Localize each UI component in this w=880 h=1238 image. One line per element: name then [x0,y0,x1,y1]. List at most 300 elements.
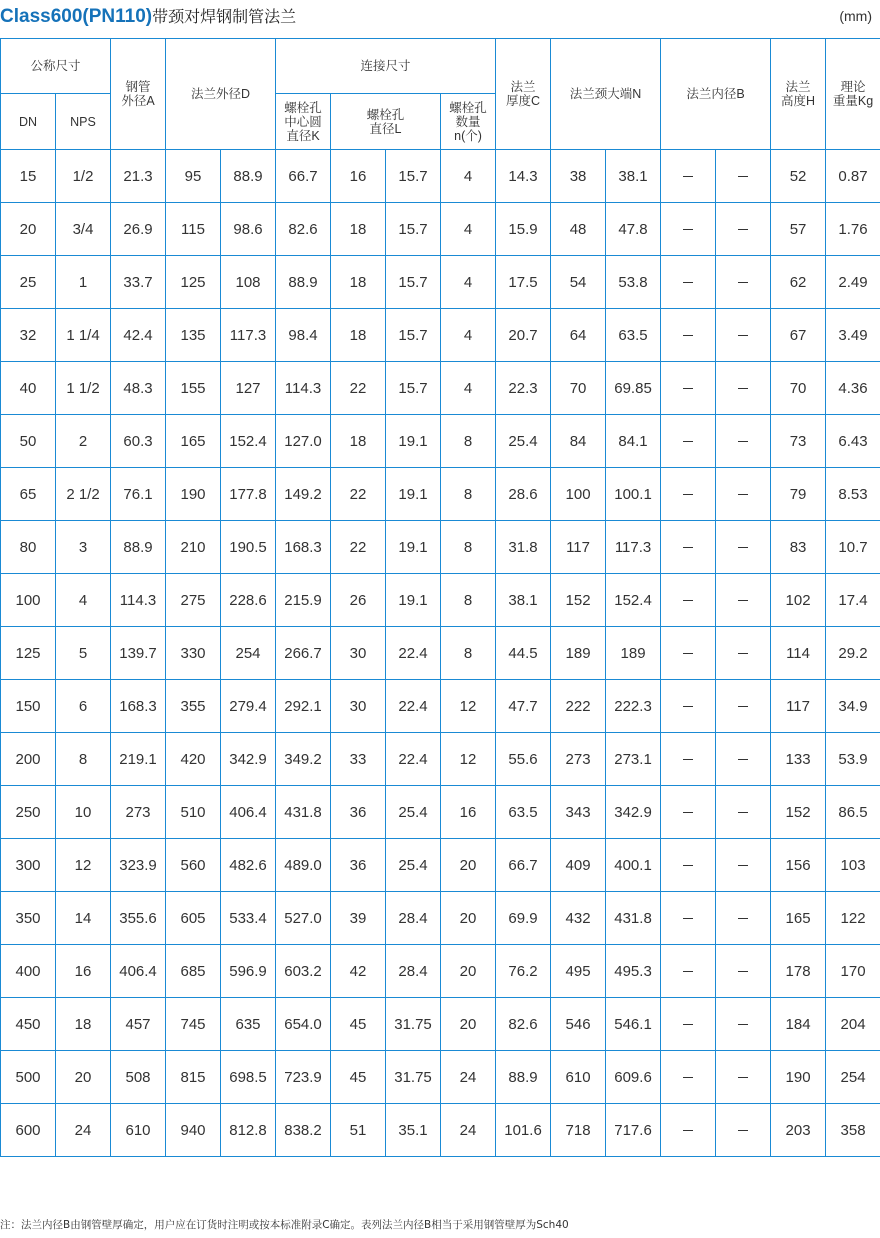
cell-bore-2 [716,1104,771,1157]
dash-mark [738,176,748,177]
cell-bore-2 [716,521,771,574]
cell-bolt-count: 20 [441,998,496,1051]
cell-flange-od-1: 510 [166,786,221,839]
cell-bolt-count: 24 [441,1104,496,1157]
cell-bolt-circle: 168.3 [276,521,331,574]
cell-weight: 10.7 [826,521,880,574]
cell-bolt-hole-2: 19.1 [386,521,441,574]
cell-weight: 122 [826,892,880,945]
dash-mark [683,388,693,389]
cell-bore-1 [661,203,716,256]
cell-bolt-hole-2: 28.4 [386,892,441,945]
cell-nps: 14 [56,892,111,945]
cell-dn: 200 [1,733,56,786]
cell-bore-2 [716,415,771,468]
title-name: 带颈对焊钢制管法兰 [152,7,297,26]
cell-bore-1 [661,680,716,733]
cell-bolt-hole-1: 39 [331,892,386,945]
cell-nps: 6 [56,680,111,733]
cell-bore-1 [661,1051,716,1104]
cell-hub-1: 343 [551,786,606,839]
cell-bolt-hole-1: 22 [331,362,386,415]
cell-nps: 1 [56,256,111,309]
table-row [1,892,880,945]
dash-mark [738,229,748,230]
cell-height: 57 [771,203,826,256]
cell-flange-od-1: 685 [166,945,221,998]
cell-bore-2 [716,574,771,627]
cell-bolt-count: 16 [441,786,496,839]
cell-pipe-od: 26.9 [111,203,166,256]
cell-bolt-circle: 149.2 [276,468,331,521]
cell-nps: 5 [56,627,111,680]
header-bolt-hole: 螺栓孔 直径L [331,94,441,150]
cell-bolt-hole-1: 26 [331,574,386,627]
cell-bolt-count: 20 [441,839,496,892]
header-thickness: 法兰 厚度C [496,39,551,150]
header-pipe-od: 钢管 外径A [111,39,166,150]
cell-hub-2: 117.3 [606,521,661,574]
cell-thickness: 69.9 [496,892,551,945]
cell-bolt-hole-2: 15.7 [386,150,441,203]
cell-bore-2 [716,362,771,415]
cell-hub-2: 222.3 [606,680,661,733]
cell-flange-od-1: 940 [166,1104,221,1157]
cell-weight: 34.9 [826,680,880,733]
dash-mark [738,759,748,760]
cell-bolt-hole-1: 33 [331,733,386,786]
cell-bolt-circle: 127.0 [276,415,331,468]
cell-weight: 358 [826,1104,880,1157]
cell-pipe-od: 139.7 [111,627,166,680]
table-row [1,203,880,256]
dash-mark [738,1077,748,1078]
table-header [1,39,880,150]
cell-height: 117 [771,680,826,733]
cell-flange-od-2: 279.4 [221,680,276,733]
cell-bore-2 [716,998,771,1051]
cell-height: 156 [771,839,826,892]
table-row [1,256,880,309]
cell-flange-od-1: 745 [166,998,221,1051]
cell-bolt-hole-1: 51 [331,1104,386,1157]
cell-bore-1 [661,733,716,786]
cell-bolt-circle: 292.1 [276,680,331,733]
cell-bolt-hole-2: 15.7 [386,309,441,362]
cell-bolt-hole-2: 15.7 [386,256,441,309]
cell-bolt-count: 4 [441,309,496,362]
title-standard: Class600(PN110) [0,6,153,27]
dash-mark [738,441,748,442]
cell-bolt-hole-1: 16 [331,150,386,203]
cell-bolt-circle: 431.8 [276,786,331,839]
cell-bolt-hole-2: 19.1 [386,415,441,468]
table-row [1,733,880,786]
cell-bolt-hole-1: 30 [331,627,386,680]
cell-nps: 24 [56,1104,111,1157]
cell-dn: 50 [1,415,56,468]
cell-thickness: 82.6 [496,998,551,1051]
cell-bolt-hole-1: 22 [331,468,386,521]
dash-mark [738,918,748,919]
cell-pipe-od: 48.3 [111,362,166,415]
cell-pipe-od: 219.1 [111,733,166,786]
table-row [1,150,880,203]
cell-flange-od-2: 596.9 [221,945,276,998]
unit-label: (mm) [839,8,872,24]
cell-pipe-od: 457 [111,998,166,1051]
cell-pipe-od: 323.9 [111,839,166,892]
cell-hub-1: 718 [551,1104,606,1157]
dash-mark [683,229,693,230]
cell-bolt-circle: 98.4 [276,309,331,362]
cell-nps: 4 [56,574,111,627]
cell-bolt-hole-1: 30 [331,680,386,733]
cell-bolt-hole-1: 36 [331,786,386,839]
cell-flange-od-2: 228.6 [221,574,276,627]
dash-mark [738,706,748,707]
cell-flange-od-1: 190 [166,468,221,521]
header-hub: 法兰颈大端N [551,39,661,150]
cell-bolt-count: 4 [441,203,496,256]
cell-bolt-hole-2: 31.75 [386,998,441,1051]
cell-height: 79 [771,468,826,521]
cell-hub-2: 53.8 [606,256,661,309]
dash-mark [738,494,748,495]
dash-mark [683,706,693,707]
cell-dn: 250 [1,786,56,839]
cell-bolt-hole-1: 18 [331,203,386,256]
cell-height: 102 [771,574,826,627]
cell-bore-1 [661,150,716,203]
cell-bolt-circle: 527.0 [276,892,331,945]
cell-pipe-od: 88.9 [111,521,166,574]
cell-bolt-hole-1: 45 [331,998,386,1051]
cell-dn: 400 [1,945,56,998]
cell-pipe-od: 406.4 [111,945,166,998]
cell-flange-od-2: 533.4 [221,892,276,945]
cell-bore-2 [716,733,771,786]
dash-mark [683,812,693,813]
dash-mark [738,388,748,389]
cell-bolt-count: 12 [441,680,496,733]
cell-flange-od-2: 342.9 [221,733,276,786]
cell-nps: 1 1/2 [56,362,111,415]
cell-bolt-circle: 66.7 [276,150,331,203]
cell-bolt-hole-2: 28.4 [386,945,441,998]
cell-thickness: 28.6 [496,468,551,521]
cell-dn: 80 [1,521,56,574]
cell-nps: 18 [56,998,111,1051]
cell-hub-1: 273 [551,733,606,786]
cell-bolt-count: 8 [441,521,496,574]
cell-hub-2: 189 [606,627,661,680]
cell-flange-od-2: 117.3 [221,309,276,362]
cell-thickness: 76.2 [496,945,551,998]
cell-hub-2: 38.1 [606,150,661,203]
cell-hub-1: 64 [551,309,606,362]
page-title [0,6,296,28]
cell-dn: 300 [1,839,56,892]
dash-mark [683,176,693,177]
cell-dn: 32 [1,309,56,362]
cell-weight: 0.87 [826,150,880,203]
dash-mark [738,812,748,813]
cell-nps: 20 [56,1051,111,1104]
table-row [1,362,880,415]
cell-flange-od-2: 190.5 [221,521,276,574]
cell-nps: 1 1/4 [56,309,111,362]
cell-flange-od-1: 330 [166,627,221,680]
cell-bolt-hole-2: 15.7 [386,362,441,415]
cell-thickness: 22.3 [496,362,551,415]
flange-spec-table [0,38,880,1157]
cell-flange-od-2: 698.5 [221,1051,276,1104]
cell-pipe-od: 508 [111,1051,166,1104]
cell-bolt-circle: 654.0 [276,998,331,1051]
dash-mark [738,1024,748,1025]
cell-hub-2: 546.1 [606,998,661,1051]
cell-weight: 1.76 [826,203,880,256]
cell-bolt-hole-1: 42 [331,945,386,998]
header-nominal: 公称尺寸 [1,39,111,94]
cell-weight: 3.49 [826,309,880,362]
cell-weight: 170 [826,945,880,998]
cell-weight: 2.49 [826,256,880,309]
cell-flange-od-2: 254 [221,627,276,680]
cell-bore-1 [661,521,716,574]
cell-bore-2 [716,256,771,309]
cell-hub-2: 400.1 [606,839,661,892]
table-row [1,998,880,1051]
footnote: 注：法兰内径B由钢管壁厚确定，用户应在订货时注明或按本标准附录C确定。表列法兰内径B相当于采用钢管壁厚为Sch40 [0,1219,569,1231]
cell-pipe-od: 76.1 [111,468,166,521]
cell-bore-2 [716,892,771,945]
table-row [1,945,880,998]
cell-thickness: 31.8 [496,521,551,574]
cell-flange-od-1: 155 [166,362,221,415]
header-bore: 法兰内径B [661,39,771,150]
cell-bore-1 [661,1104,716,1157]
table-row [1,574,880,627]
dash-mark [683,335,693,336]
cell-bolt-hole-1: 22 [331,521,386,574]
cell-hub-1: 117 [551,521,606,574]
cell-pipe-od: 168.3 [111,680,166,733]
dash-mark [738,547,748,548]
header-nps: NPS [56,94,111,150]
dash-mark [683,653,693,654]
cell-dn: 500 [1,1051,56,1104]
cell-bore-1 [661,892,716,945]
cell-height: 184 [771,998,826,1051]
cell-bolt-hole-2: 19.1 [386,574,441,627]
table-row [1,839,880,892]
cell-bolt-hole-1: 18 [331,256,386,309]
cell-thickness: 14.3 [496,150,551,203]
cell-flange-od-2: 812.8 [221,1104,276,1157]
cell-hub-2: 63.5 [606,309,661,362]
cell-flange-od-1: 815 [166,1051,221,1104]
cell-nps: 2 [56,415,111,468]
dash-mark [738,1130,748,1131]
table-body [1,150,880,1157]
cell-hub-1: 546 [551,998,606,1051]
cell-pipe-od: 60.3 [111,415,166,468]
cell-bolt-count: 20 [441,892,496,945]
dash-mark [738,335,748,336]
cell-hub-2: 495.3 [606,945,661,998]
cell-flange-od-2: 406.4 [221,786,276,839]
header-connection: 连接尺寸 [276,39,496,94]
cell-flange-od-1: 560 [166,839,221,892]
cell-thickness: 20.7 [496,309,551,362]
cell-flange-od-2: 108 [221,256,276,309]
dash-mark [683,441,693,442]
cell-bore-2 [716,309,771,362]
cell-bore-1 [661,945,716,998]
cell-bolt-hole-2: 19.1 [386,468,441,521]
table-row [1,521,880,574]
cell-bore-1 [661,309,716,362]
cell-nps: 1/2 [56,150,111,203]
cell-hub-1: 189 [551,627,606,680]
dash-mark [738,282,748,283]
cell-bore-2 [716,468,771,521]
cell-thickness: 17.5 [496,256,551,309]
cell-nps: 10 [56,786,111,839]
cell-bore-2 [716,203,771,256]
cell-hub-1: 84 [551,415,606,468]
cell-nps: 16 [56,945,111,998]
cell-dn: 125 [1,627,56,680]
cell-bolt-circle: 114.3 [276,362,331,415]
cell-height: 203 [771,1104,826,1157]
cell-bolt-circle: 266.7 [276,627,331,680]
cell-bolt-circle: 349.2 [276,733,331,786]
cell-height: 114 [771,627,826,680]
cell-bolt-circle: 82.6 [276,203,331,256]
cell-nps: 12 [56,839,111,892]
cell-nps: 8 [56,733,111,786]
dash-mark [738,653,748,654]
table-row [1,680,880,733]
cell-hub-2: 609.6 [606,1051,661,1104]
dash-mark [683,494,693,495]
cell-height: 83 [771,521,826,574]
cell-thickness: 25.4 [496,415,551,468]
cell-flange-od-2: 177.8 [221,468,276,521]
cell-bore-2 [716,945,771,998]
dash-mark [683,600,693,601]
cell-weight: 8.53 [826,468,880,521]
cell-bolt-count: 20 [441,945,496,998]
cell-bolt-count: 24 [441,1051,496,1104]
header-height: 法兰 高度H [771,39,826,150]
cell-bolt-hole-2: 22.4 [386,733,441,786]
cell-bolt-circle: 723.9 [276,1051,331,1104]
cell-bolt-hole-2: 15.7 [386,203,441,256]
cell-thickness: 63.5 [496,786,551,839]
cell-hub-1: 152 [551,574,606,627]
table-row [1,627,880,680]
cell-hub-1: 70 [551,362,606,415]
cell-dn: 100 [1,574,56,627]
cell-flange-od-2: 482.6 [221,839,276,892]
table-row [1,1104,880,1157]
cell-flange-od-1: 115 [166,203,221,256]
cell-bore-1 [661,574,716,627]
cell-hub-1: 48 [551,203,606,256]
dash-mark [683,918,693,919]
header-dn: DN [1,94,56,150]
cell-bolt-count: 12 [441,733,496,786]
table-row [1,309,880,362]
cell-bore-2 [716,627,771,680]
cell-hub-1: 432 [551,892,606,945]
cell-hub-1: 610 [551,1051,606,1104]
cell-bolt-circle: 215.9 [276,574,331,627]
cell-flange-od-2: 127 [221,362,276,415]
cell-bolt-count: 8 [441,415,496,468]
cell-flange-od-1: 420 [166,733,221,786]
cell-thickness: 47.7 [496,680,551,733]
cell-weight: 86.5 [826,786,880,839]
cell-hub-2: 47.8 [606,203,661,256]
cell-bore-1 [661,468,716,521]
cell-bolt-hole-2: 35.1 [386,1104,441,1157]
cell-bolt-hole-2: 22.4 [386,627,441,680]
cell-bolt-hole-1: 45 [331,1051,386,1104]
cell-height: 52 [771,150,826,203]
cell-bolt-circle: 88.9 [276,256,331,309]
cell-hub-1: 409 [551,839,606,892]
cell-bolt-circle: 838.2 [276,1104,331,1157]
cell-pipe-od: 21.3 [111,150,166,203]
cell-pipe-od: 42.4 [111,309,166,362]
header-flange-od: 法兰外径D [166,39,276,150]
cell-weight: 6.43 [826,415,880,468]
cell-bore-1 [661,998,716,1051]
cell-dn: 150 [1,680,56,733]
cell-flange-od-1: 165 [166,415,221,468]
cell-flange-od-2: 88.9 [221,150,276,203]
cell-bore-1 [661,415,716,468]
cell-hub-1: 100 [551,468,606,521]
cell-bore-2 [716,839,771,892]
cell-weight: 17.4 [826,574,880,627]
cell-pipe-od: 273 [111,786,166,839]
cell-thickness: 66.7 [496,839,551,892]
table-row [1,1051,880,1104]
cell-hub-2: 431.8 [606,892,661,945]
cell-thickness: 15.9 [496,203,551,256]
cell-bolt-hole-1: 36 [331,839,386,892]
cell-bolt-count: 4 [441,362,496,415]
cell-hub-1: 495 [551,945,606,998]
cell-weight: 29.2 [826,627,880,680]
cell-bolt-circle: 489.0 [276,839,331,892]
cell-dn: 450 [1,998,56,1051]
cell-flange-od-2: 98.6 [221,203,276,256]
dash-mark [683,971,693,972]
cell-bolt-hole-1: 18 [331,415,386,468]
cell-weight: 204 [826,998,880,1051]
cell-pipe-od: 114.3 [111,574,166,627]
cell-thickness: 101.6 [496,1104,551,1157]
cell-nps: 3/4 [56,203,111,256]
cell-height: 152 [771,786,826,839]
